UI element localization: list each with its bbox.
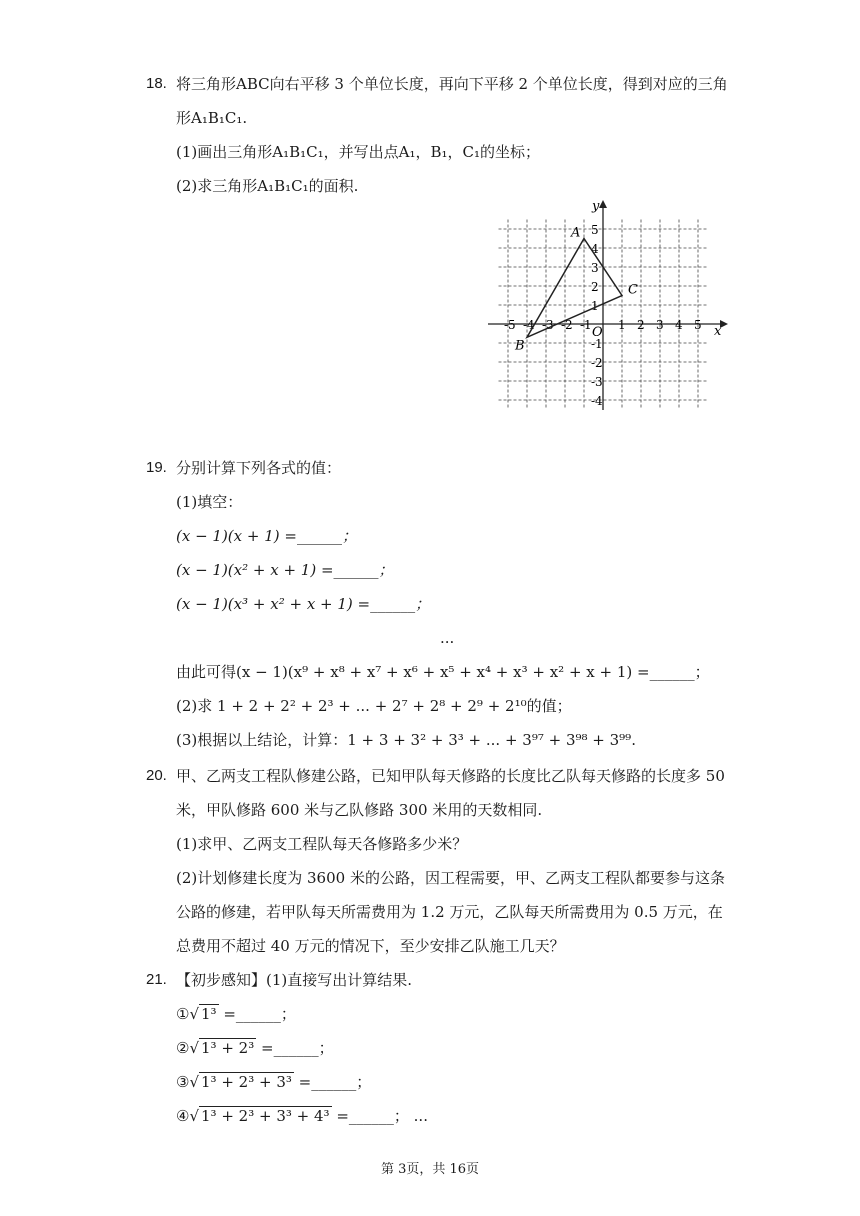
radicand: 1³ + 2³ + 3³ bbox=[201, 1073, 292, 1091]
q21-intro: 【初步感知】(1)直接写出计算结果. bbox=[176, 971, 413, 989]
coordinate-grid-figure bbox=[488, 196, 728, 418]
y-tick-label: 5 bbox=[591, 223, 599, 237]
x-tick-label: -1 bbox=[580, 318, 592, 332]
item-marker: ③ bbox=[176, 1073, 190, 1091]
y-tick-label: -1 bbox=[591, 337, 603, 351]
q19-expr-1: (x − 1)(x + 1) =______； bbox=[176, 527, 357, 545]
item-tail: =______； bbox=[218, 1005, 296, 1023]
q20-text-line1: 甲、乙两支工程队修建公路，已知甲队每天修路的长度比乙队每天修路的长度多 50 bbox=[176, 767, 725, 785]
sqrt-icon: √ bbox=[189, 1005, 200, 1023]
q19-fill-label: (1)填空： bbox=[176, 493, 243, 511]
x-tick-label: 5 bbox=[694, 318, 702, 332]
y-tick-label: -2 bbox=[591, 356, 603, 370]
radicand: 1³ + 2³ bbox=[201, 1039, 255, 1057]
q19-expr-3: (x − 1)(x³ + x² + x + 1) =______； bbox=[176, 595, 431, 613]
y-tick-label: 1 bbox=[591, 299, 599, 313]
y-tick-label: 3 bbox=[591, 261, 599, 275]
x-tick-label: 4 bbox=[675, 318, 683, 332]
x-tick-label: -5 bbox=[504, 318, 516, 332]
item-tail: =______； bbox=[293, 1073, 372, 1091]
item-tail: =______； bbox=[256, 1039, 334, 1057]
x-tick-label: -4 bbox=[523, 318, 535, 332]
q18-number: 18. bbox=[146, 75, 167, 92]
sqrt-icon: √ bbox=[189, 1073, 200, 1091]
q20-text-line2: 米，甲队修路 600 米与乙队修路 300 米用的天数相同. bbox=[176, 801, 543, 819]
q18-part1: (1)画出三角形A₁B₁C₁，并写出点A₁，B₁，C₁的坐标； bbox=[176, 143, 540, 161]
q20-part2-line3: 总费用不超过 40 万元的情况下，至少安排乙队施工几天？ bbox=[176, 937, 565, 955]
q19-number: 19. bbox=[146, 459, 167, 476]
y-axis-label: y bbox=[592, 199, 600, 214]
y-tick-label: -4 bbox=[591, 394, 603, 408]
point-label-b: B bbox=[515, 338, 525, 354]
q19-expr-4: 由此可得(x − 1)(x⁹ + x⁸ + x⁷ + x⁶ + x⁵ + x⁴ + x³ + x² + x + 1) =______； bbox=[176, 663, 710, 681]
q19-intro: 分别计算下列各式的值： bbox=[176, 459, 342, 477]
radicand: 1³ bbox=[201, 1005, 217, 1023]
origin-label: O bbox=[592, 325, 603, 340]
x-axis-label: x bbox=[714, 324, 722, 339]
point-label-a: A bbox=[571, 225, 581, 241]
x-tick-label: -3 bbox=[542, 318, 554, 332]
q20-number: 20. bbox=[146, 767, 167, 784]
item-tail: =______； ... bbox=[331, 1107, 428, 1125]
radicand: 1³ + 2³ + 3³ + 4³ bbox=[201, 1107, 330, 1125]
q21-item-3 bbox=[176, 1072, 371, 1092]
q21-number: 21. bbox=[146, 971, 167, 988]
x-tick-label: -2 bbox=[561, 318, 573, 332]
item-marker: ④ bbox=[176, 1107, 190, 1125]
y-tick-label: -3 bbox=[591, 375, 603, 389]
q21-item-1 bbox=[176, 1004, 296, 1024]
q19-expr-2: (x − 1)(x² + x + 1) =______； bbox=[176, 561, 394, 579]
page-footer: 第 3页，共 16页 bbox=[380, 1162, 480, 1177]
q18-text-line1: 将三角形ABC向右平移 3 个单位长度，再向下平移 2 个单位长度，得到对应的三角 bbox=[176, 75, 728, 93]
q21-item-4 bbox=[176, 1106, 428, 1126]
q20-part2-line2: 公路的修建，若甲队每天所需费用为 1.2 万元，乙队每天所需费用为 0.5 万元，在 bbox=[176, 903, 723, 921]
y-tick-label: 2 bbox=[591, 280, 599, 294]
sqrt-icon: √ bbox=[189, 1039, 200, 1057]
q19-part2: (2)求 1 + 2 + 2² + 2³ + ... + 2⁷ + 2⁸ + 2⁹ + 2¹⁰的值； bbox=[176, 697, 572, 715]
q19-part3: (3)根据以上结论，计算：1 + 3 + 3² + 3³ + ... + 3⁹⁷ + 3⁹⁸ + 3⁹⁹. bbox=[176, 731, 636, 749]
q18-text-line2: 形A₁B₁C₁. bbox=[176, 109, 248, 127]
x-tick-label: 3 bbox=[656, 318, 664, 332]
q20-part1: (1)求甲、乙两支工程队每天各修路多少米？ bbox=[176, 835, 468, 853]
y-tick-label: 4 bbox=[591, 242, 599, 256]
point-label-c: C bbox=[628, 282, 638, 298]
sqrt-icon: √ bbox=[189, 1107, 200, 1125]
q18-part2: (2)求三角形A₁B₁C₁的面积. bbox=[176, 177, 359, 195]
item-marker: ② bbox=[176, 1039, 190, 1057]
item-marker: ① bbox=[176, 1005, 190, 1023]
x-tick-label: 2 bbox=[637, 318, 645, 332]
q19-ellipsis: ... bbox=[440, 629, 455, 647]
q21-item-2 bbox=[176, 1038, 334, 1058]
x-tick-label: 1 bbox=[618, 318, 626, 332]
q20-part2-line1: (2)计划修建长度为 3600 米的公路，因工程需要，甲、乙两支工程队都要参与这条 bbox=[176, 869, 725, 887]
